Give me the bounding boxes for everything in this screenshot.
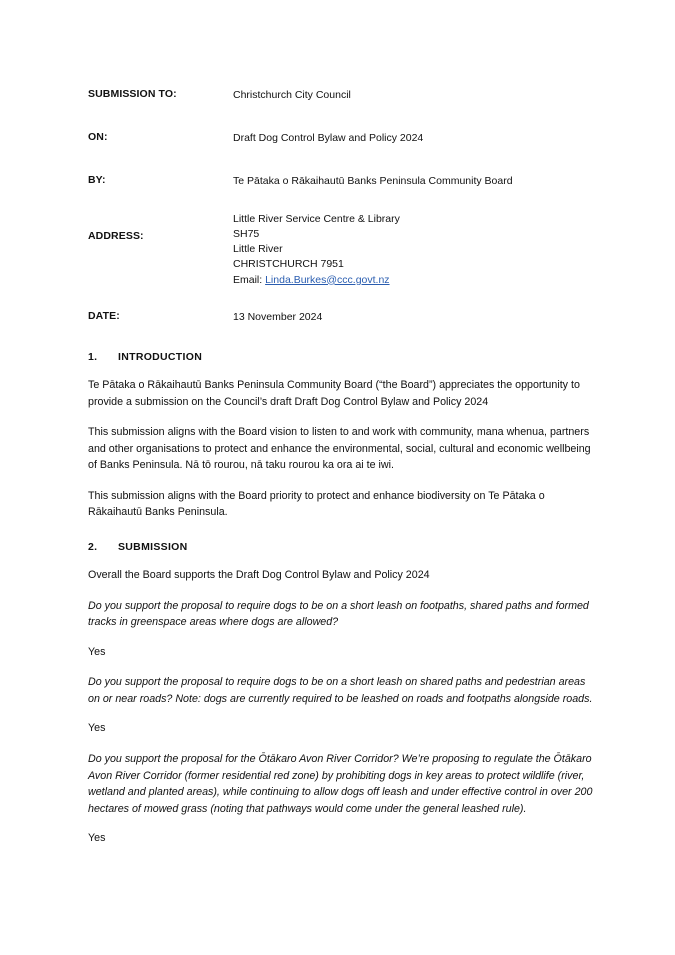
meta-label-address: ADDRESS: xyxy=(88,229,144,242)
meta-row-date xyxy=(88,310,593,325)
meta-value-submission-to: Christchurch City Council xyxy=(233,89,351,101)
section-title-2: SUBMISSION xyxy=(118,541,188,554)
address-email-line xyxy=(233,273,593,288)
meta-row-by xyxy=(88,174,593,189)
meta-label-by: BY: xyxy=(88,174,106,187)
section-number-1: 1. xyxy=(88,350,98,363)
intro-paragraph-3: This submission aligns with the Board priority to protect and enhance biodiversity on Te Pātaka o Rākaihautū Banks Peninsula. xyxy=(88,489,545,519)
answer-1: Yes xyxy=(88,645,106,658)
meta-value-date: 13 November 2024 xyxy=(233,310,323,323)
section-introduction xyxy=(88,351,593,521)
section-number-2: 2. xyxy=(88,541,98,554)
email-link[interactable]: Linda.Burkes@ccc.govt.nz xyxy=(265,273,390,286)
address-line-2: SH75 xyxy=(233,227,260,240)
meta-spacer-2 xyxy=(88,146,593,174)
intro-paragraph-2: This submission aligns with the Board vision to listen to and work with community, mana whenua, partners and other organisations to protect and enhance the environmental, social, cultural and economic wellbeing of Banks Peninsula. Nā tō rourou, nā taku rourou ka ora ai te iwi. xyxy=(88,426,591,472)
meta-label-submission-to: SUBMISSION TO: xyxy=(88,88,177,100)
meta-value-by: Te Pātaka o Rākaihautū Banks Peninsula Community Board xyxy=(233,175,513,188)
meta-label-date: DATE: xyxy=(88,309,120,322)
meta-label-on: ON: xyxy=(88,131,108,144)
meta-spacer-4 xyxy=(88,288,593,310)
section-submission xyxy=(88,541,593,847)
meta-spacer-3 xyxy=(88,190,593,212)
answer-2: Yes xyxy=(88,722,106,735)
meta-row-on xyxy=(88,131,593,146)
question-3: Do you support the proposal for the Ōtākaro Avon River Corridor? We’re proposing to regulate the Ōtākaro Avon River Corridor (former residential red zone) by prohibiting dogs in key areas to protect wildlife (river, wetland and planted areas), while continuing to allow dogs off leash and under effective control in over 200 hectares of mowed grass (noting that pathways would come under the general leashed rule). xyxy=(88,753,593,815)
question-2: Do you support the proposal to require dogs to be on a short leash on shared paths and pedestrian areas on or near roads? Note: dogs are currently required to be leashed on roads and footpaths alongside roads. xyxy=(88,676,593,705)
submission-meta-table xyxy=(88,88,593,325)
email-label: Email: xyxy=(233,273,266,286)
question-1: Do you support the proposal to require dogs to be on a short leash on footpaths, shared paths and formed tracks in greenspace areas where dogs are allowed? xyxy=(88,599,589,629)
meta-row-submission-to xyxy=(88,88,593,103)
meta-row-address xyxy=(88,212,593,288)
intro-paragraph-1: Te Pātaka o Rākaihautū Banks Peninsula Community Board (“the Board”) appreciates the opportunity to provide a submission on the Council’s draft Draft Dog Control Bylaw and Policy 2024 xyxy=(88,378,580,408)
section-heading-introduction xyxy=(88,351,593,363)
meta-value-on: Draft Dog Control Bylaw and Policy 2024 xyxy=(233,132,424,145)
section-title-1: INTRODUCTION xyxy=(118,350,203,363)
meta-spacer-1 xyxy=(88,103,593,131)
submission-intro: Overall the Board supports the Draft Dog Control Bylaw and Policy 2024 xyxy=(88,569,430,582)
address-line-1: Little River Service Centre & Library xyxy=(233,212,400,225)
address-line-3: Little River xyxy=(233,243,283,256)
section-heading-submission xyxy=(88,541,593,553)
meta-value-address xyxy=(233,212,593,288)
address-line-4: CHRISTCHURCH 7951 xyxy=(233,258,344,271)
answer-3: Yes xyxy=(88,832,106,845)
